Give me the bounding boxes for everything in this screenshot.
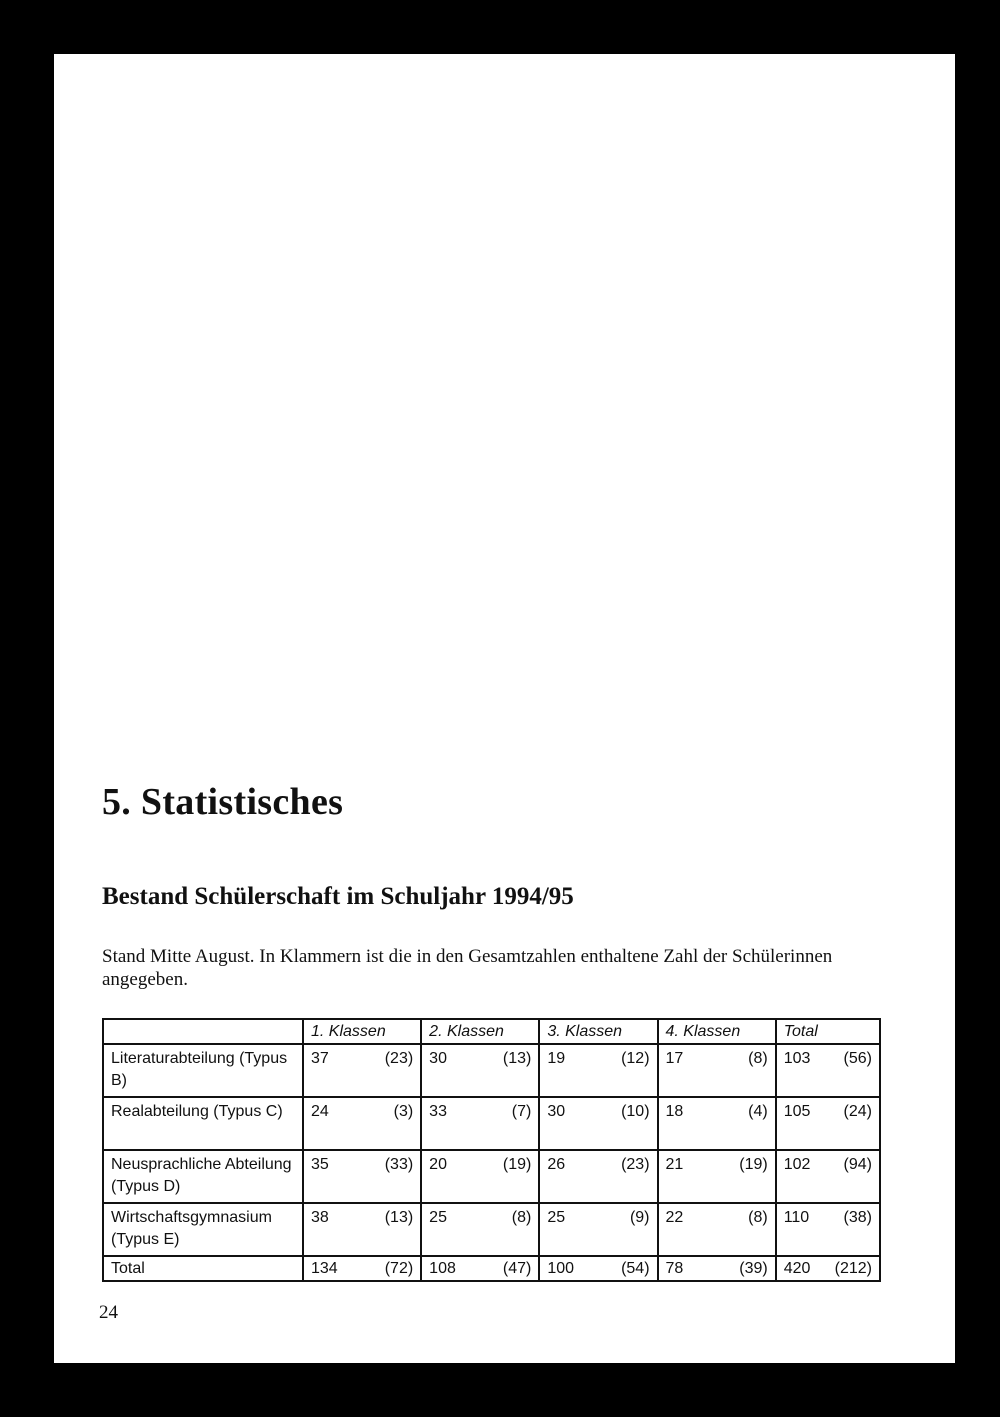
female-count: (8): [511, 1209, 532, 1226]
total-count: 103: [783, 1050, 811, 1067]
total-count: 35: [311, 1156, 329, 1173]
total-count: 19: [547, 1050, 566, 1067]
female-count: (9): [629, 1209, 650, 1226]
table-body: [103, 1044, 880, 1281]
table-cell: [776, 1150, 880, 1203]
table-cell: [421, 1256, 539, 1281]
table-cell: [658, 1097, 776, 1150]
table-cell: [303, 1203, 421, 1256]
total-count: 105: [783, 1103, 811, 1120]
female-count: (19): [739, 1156, 768, 1173]
total-count: 18: [665, 1103, 684, 1120]
table-cell: [303, 1256, 421, 1281]
table-cell: [539, 1097, 657, 1150]
table-row: [103, 1256, 880, 1281]
total-count: 20: [429, 1156, 447, 1173]
table-row: [103, 1203, 880, 1256]
total-count: 110: [783, 1209, 810, 1226]
total-count: 25: [547, 1209, 566, 1226]
total-count: 24: [311, 1103, 329, 1120]
female-count: (4): [748, 1103, 768, 1120]
table-cell: [776, 1044, 880, 1097]
table-cell: [421, 1150, 539, 1203]
table-cell: [539, 1256, 657, 1281]
total-count: 21: [665, 1156, 684, 1173]
scan-border-bottom: [0, 1363, 1000, 1417]
female-count: (7): [511, 1103, 532, 1120]
total-count: 78: [665, 1260, 684, 1277]
table-cell: [421, 1097, 539, 1150]
scan-border-top: [0, 0, 1000, 54]
table-cell: [303, 1150, 421, 1203]
table-cell: [776, 1097, 880, 1150]
table-cell: [539, 1203, 657, 1256]
page-number: 24: [99, 1302, 118, 1323]
header-cell: 1. Klassen: [303, 1019, 421, 1044]
female-count: (38): [843, 1209, 872, 1226]
header-cell: 4. Klassen: [658, 1019, 776, 1044]
female-count: (54): [621, 1260, 650, 1277]
table-cell: [658, 1150, 776, 1203]
female-count: (19): [502, 1156, 532, 1173]
table-cell: [303, 1044, 421, 1097]
total-count: 108: [429, 1260, 456, 1277]
female-count: (13): [502, 1050, 532, 1067]
female-count: (23): [621, 1156, 650, 1173]
female-count: (94): [843, 1156, 872, 1173]
row-label: Realabteilung (Typus C): [103, 1097, 303, 1150]
total-count: 420: [783, 1260, 811, 1277]
table-cell: [539, 1044, 657, 1097]
total-count: 134: [311, 1260, 338, 1277]
header-cell: 3. Klassen: [539, 1019, 657, 1044]
row-label: Literaturabteilung (Typus B): [103, 1044, 303, 1097]
total-count: 33: [429, 1103, 447, 1120]
row-label: Total: [103, 1256, 303, 1281]
female-count: (12): [621, 1050, 650, 1067]
student-statistics-table: [102, 1018, 881, 1282]
table-row: [103, 1097, 880, 1150]
total-count: 102: [783, 1156, 811, 1173]
header-cell: [103, 1019, 303, 1044]
female-count: (8): [748, 1209, 768, 1226]
total-count: 22: [665, 1209, 684, 1226]
female-count: (33): [384, 1156, 414, 1173]
table-cell: [776, 1203, 880, 1256]
table-cell: [658, 1044, 776, 1097]
female-count: (10): [621, 1103, 650, 1120]
table-cell: [303, 1097, 421, 1150]
table-header-row: [103, 1019, 880, 1044]
row-label: Wirtschaftsgymnasium (Typus E): [103, 1203, 303, 1256]
section-heading: 5. Statistisches: [102, 781, 344, 823]
table-title: Bestand Schülerschaft im Schuljahr 1994/95: [102, 883, 574, 910]
table-cell: [421, 1203, 539, 1256]
total-count: 17: [665, 1050, 684, 1067]
female-count: (3): [393, 1103, 414, 1120]
total-count: 30: [547, 1103, 566, 1120]
table-cell: [658, 1203, 776, 1256]
scan-border-right: [955, 0, 1000, 1417]
header-cell: 2. Klassen: [421, 1019, 539, 1044]
total-count: 38: [311, 1209, 329, 1226]
female-count: (39): [739, 1260, 768, 1277]
total-count: 26: [547, 1156, 566, 1173]
table-row: [103, 1150, 880, 1203]
scan-border-left: [0, 0, 54, 1417]
table-row: [103, 1044, 880, 1097]
female-count: (24): [843, 1103, 872, 1120]
female-count: (56): [843, 1050, 872, 1067]
total-count: 25: [429, 1209, 447, 1226]
intro-paragraph: Stand Mitte August. In Klammern ist die in den Gesamtzahlen enthaltene Zahl der Schülerinnen angegeben.: [102, 946, 833, 990]
female-count: (212): [834, 1260, 872, 1277]
total-count: 30: [429, 1050, 447, 1067]
female-count: (23): [384, 1050, 414, 1067]
female-count: (13): [384, 1209, 414, 1226]
female-count: (47): [502, 1260, 532, 1277]
table-cell: [776, 1256, 880, 1281]
row-label: Neusprachliche Abteilung (Typus D): [103, 1150, 303, 1203]
table-cell: [539, 1150, 657, 1203]
header-cell: Total: [776, 1019, 880, 1044]
table-cell: [658, 1256, 776, 1281]
female-count: (8): [748, 1050, 768, 1067]
table-cell: [421, 1044, 539, 1097]
female-count: (72): [384, 1260, 414, 1277]
total-count: 100: [547, 1260, 575, 1277]
total-count: 37: [311, 1050, 329, 1067]
